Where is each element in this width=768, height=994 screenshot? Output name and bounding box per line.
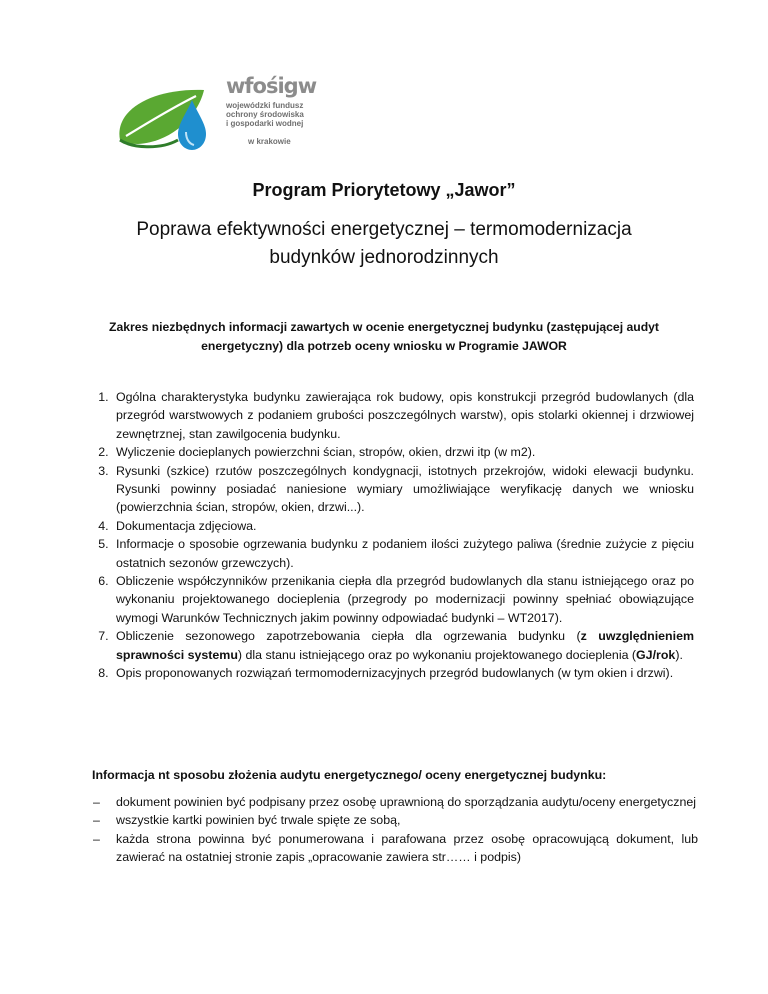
logo-line-2: ochrony środowiska — [226, 110, 304, 119]
logo-line-4: w krakowie — [248, 137, 291, 146]
subtitle-line-1: Poprawa efektywności energetycznej – termomodernizacja — [136, 219, 632, 240]
dash-bullet: – — [93, 795, 100, 809]
dash-bullet: – — [93, 813, 100, 828]
requirement-item-1: 1. Ogólna charakterystyka budynku zawierająca rok budowy, opis konstrukcji przegród budowlanych (dla przegród warstwowych z podaniem grubości poszczególnych warstw), opis stolarki okiennej i drzwiowej zewnętrznej, stan zawilgocenia budynku. — [112, 388, 694, 443]
requirement-item-4: 4. Dokumentacja zdjęciowa. — [112, 517, 694, 535]
leaf-drop-icon — [119, 90, 206, 150]
requirement-item-7 — [112, 627, 694, 664]
page-subtitle — [0, 216, 768, 272]
note-text-2: wszystkie kartki powinien być trwale spięte ze sobą, — [116, 813, 401, 828]
requirement-item-3: 3. Rysunki (szkice) rzutów poszczególnych kondygnacji, istotnych przekrojów, widoki elewacji budynku. Rysunki powinny posiadać naniesione wymiary umożliwiające weryfikację danych we wniosku (powierzchnia ścian, stropów, okien, drzwi...). — [112, 462, 694, 517]
requirements-list — [92, 388, 694, 683]
req7-text-e: ). — [675, 647, 683, 662]
subtitle-line-2: budynków jednorodzinnych — [269, 247, 499, 268]
page-title: Program Priorytetowy „Jawor” — [252, 180, 516, 200]
logo-line-1: wojewódzki fundusz — [226, 101, 304, 110]
req7-text-a: Obliczenie sezonowego zapotrzebowania ciepła dla ogrzewania budynku ( — [116, 629, 581, 644]
note-text-1: dokument powinien być podpisany przez osobę uprawnioną do sporządzania audytu/oceny energetycznej — [116, 795, 696, 809]
logo-line-3: i gospodarki wodnej — [226, 119, 304, 128]
notes-list — [92, 793, 698, 867]
note-item-2 — [93, 811, 698, 829]
requirement-item-8: 8. Opis proponowanych rozwiązań termomodernizacyjnych przegród budowlanych (w tym okien i drzwi). — [112, 664, 694, 682]
note-item-1 — [93, 793, 698, 811]
logo-brand-text: wfośigw — [226, 74, 317, 98]
req7-text-c: ) dla stanu istniejącego oraz po wykonaniu projektowanego docieplenia ( — [237, 647, 637, 662]
info-heading: Informacja nt sposobu złożenia audytu energetycznego/ oceny energetycznej budynku: — [92, 768, 607, 782]
req7-bold-unit: GJ/rok — [636, 647, 676, 662]
requirement-item-6: 6. Obliczenie współczynników przenikania ciepła dla przegród budowlanych dla stanu istniejącego oraz po wykonaniu projektowanego docieplenia (przegrody po modernizacji powinny spełniać obowiązujące wymogi Warunków Technicznych jakim powinny odpowiadać budynki – WT2017). — [112, 572, 694, 627]
note-text-3: każda strona powinna być ponumerowana i parafowana przez osobę opracowującą dokument, lub zawierać na ostatniej stronie zapis „opracowanie zawiera str…… i podpis) — [116, 831, 698, 865]
note-item-3 — [93, 830, 698, 867]
scope-heading: Zakres niezbędnych informacji zawartych w ocenie energetycznej budynku (zastępującej audyt energetyczny) dla potrzeb oceny wniosku w Programie JAWOR — [109, 320, 659, 353]
req7-bold-system: z uwzględnieniem sprawności systemu — [116, 629, 694, 662]
requirement-item-5: 5. Informacje o sposobie ogrzewania budynku z podaniem ilości zużytego paliwa (średnie zużycie z pięciu ostatnich sezonów grzewczych). — [112, 535, 694, 572]
dash-bullet: – — [93, 831, 100, 846]
requirement-item-2: 2. Wyliczenie docieplanych powierzchni ścian, stropów, okien, drzwi itp (w m2). — [112, 443, 694, 461]
